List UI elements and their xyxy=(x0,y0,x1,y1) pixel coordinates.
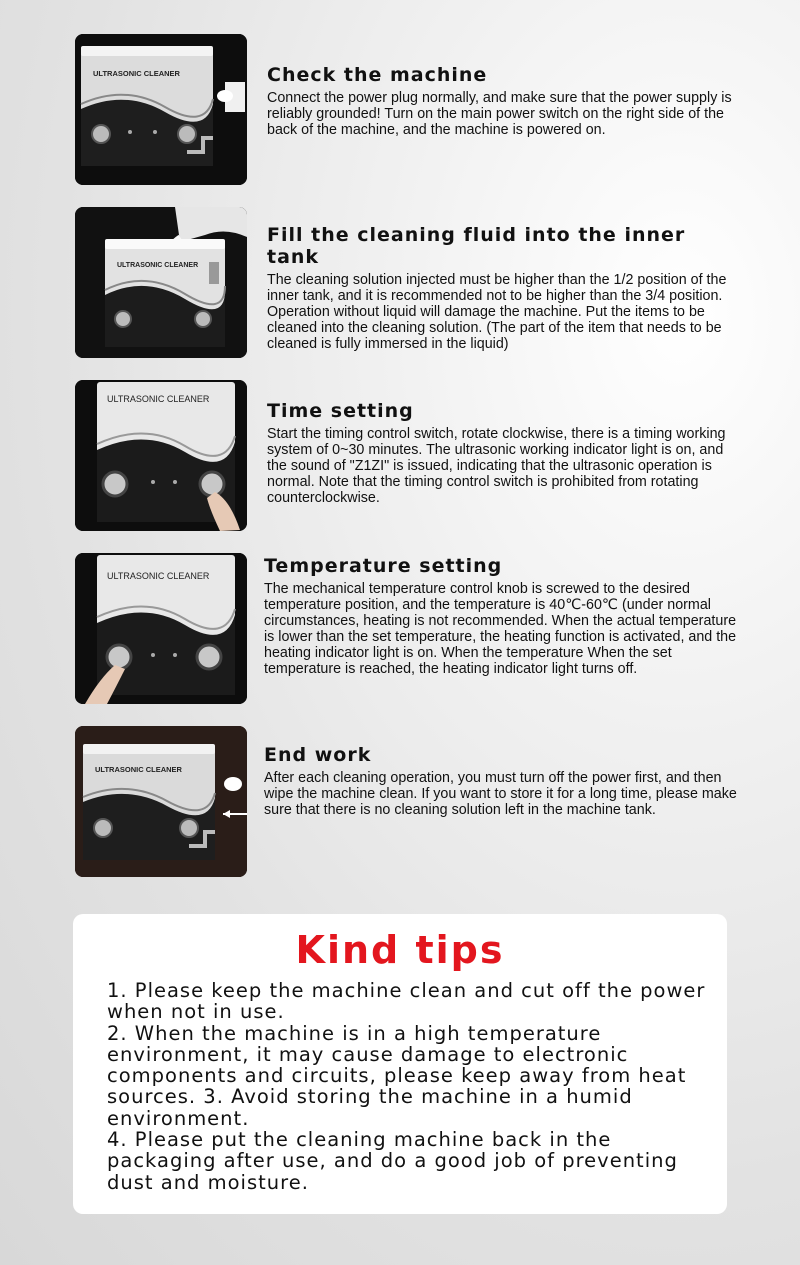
step-title: Check the machine xyxy=(267,64,488,86)
machine-photo xyxy=(75,553,247,704)
tip-item: 2. When the machine is in a high temperature environment, it may cause damage to electronic components and circuits, please keep away from heat sources. 3. Avoid storing the machine in a humid environment. xyxy=(107,1021,687,1130)
machine-photo xyxy=(75,207,247,358)
ultrasonic-cleaner-illustration xyxy=(75,553,247,704)
machine-photo xyxy=(75,380,247,531)
machine-photo xyxy=(75,34,247,185)
step-body: Connect the power plug normally, and make sure that the power supply is reliably grounded! Turn on the main power switch on the right side of the back of the machine, and the machine is powered on. xyxy=(267,90,732,138)
ultrasonic-cleaner-illustration xyxy=(75,726,247,877)
ultrasonic-cleaner-illustration xyxy=(75,34,247,185)
step-text xyxy=(267,224,737,352)
step-time-setting xyxy=(75,380,735,531)
step-title: Fill the cleaning fluid into the inner tank xyxy=(267,224,686,268)
ultrasonic-cleaner-illustration xyxy=(75,380,247,531)
step-body: Start the timing control switch, rotate clockwise, there is a timing working system of 0~30 minutes. The ultrasonic working indicator light is on, and the sound of "Z1ZI" is issued, indicating that the ultrasonic operation is normal. Note that the timing control switch is prohibited from rotating counterclockwise. xyxy=(267,426,726,506)
image-label: ULTRASONIC CLEANER xyxy=(107,571,210,581)
step-end-work xyxy=(75,726,735,877)
ultrasonic-cleaner-illustration xyxy=(75,207,247,358)
kind-tips-title: Kind tips xyxy=(295,928,505,972)
image-label: ULTRASONIC CLEANER xyxy=(117,262,199,269)
step-text xyxy=(264,555,739,677)
step-text xyxy=(264,744,739,818)
step-title: End work xyxy=(264,744,372,766)
image-label: ULTRASONIC CLEANER xyxy=(93,69,180,78)
kind-tips-list xyxy=(107,980,707,1193)
step-check-machine xyxy=(75,34,735,185)
step-body: The mechanical temperature control knob is screwed to the desired temperature position, and the temperature is 40℃-60℃ (under normal circumstances, heating is not recommended. When the actual temperature is lower than the set temperature, the heating function is activated, and the heating indicator light is on. When the temperature When the set temperature is reached, the heating indicator light turns off. xyxy=(264,581,737,677)
step-text xyxy=(267,64,737,138)
image-label: ULTRASONIC CLEANER xyxy=(107,394,210,404)
machine-photo xyxy=(75,726,247,877)
step-temperature-setting xyxy=(75,553,735,704)
step-title: Time setting xyxy=(267,400,414,422)
step-text xyxy=(267,400,737,506)
image-label: ULTRASONIC CLEANER xyxy=(95,765,182,774)
tip-item: 4. Please put the cleaning machine back in the packaging after use, and do a good job of preventing dust and moisture. xyxy=(107,1128,678,1194)
tip-item: 1. Please keep the machine clean and cut off the power when not in use. xyxy=(107,979,706,1024)
kind-tips-panel xyxy=(73,914,727,1214)
step-title: Temperature setting xyxy=(264,555,503,577)
step-body: The cleaning solution injected must be higher than the 1/2 position of the inner tank, and it is recommended not to be higher than the 3/4 position. Operation without liquid will damage the machine. Put the items to be cleaned into the cleaning solution. (The part of the item that needs to be cleaned is fully immersed in the liquid) xyxy=(267,272,727,352)
step-fill-fluid xyxy=(75,207,735,358)
step-body: After each cleaning operation, you must turn off the power first, and then wipe the machine clean. If you want to store it for a long time, please make sure that there is no cleaning solution left in the machine tank. xyxy=(264,770,737,818)
